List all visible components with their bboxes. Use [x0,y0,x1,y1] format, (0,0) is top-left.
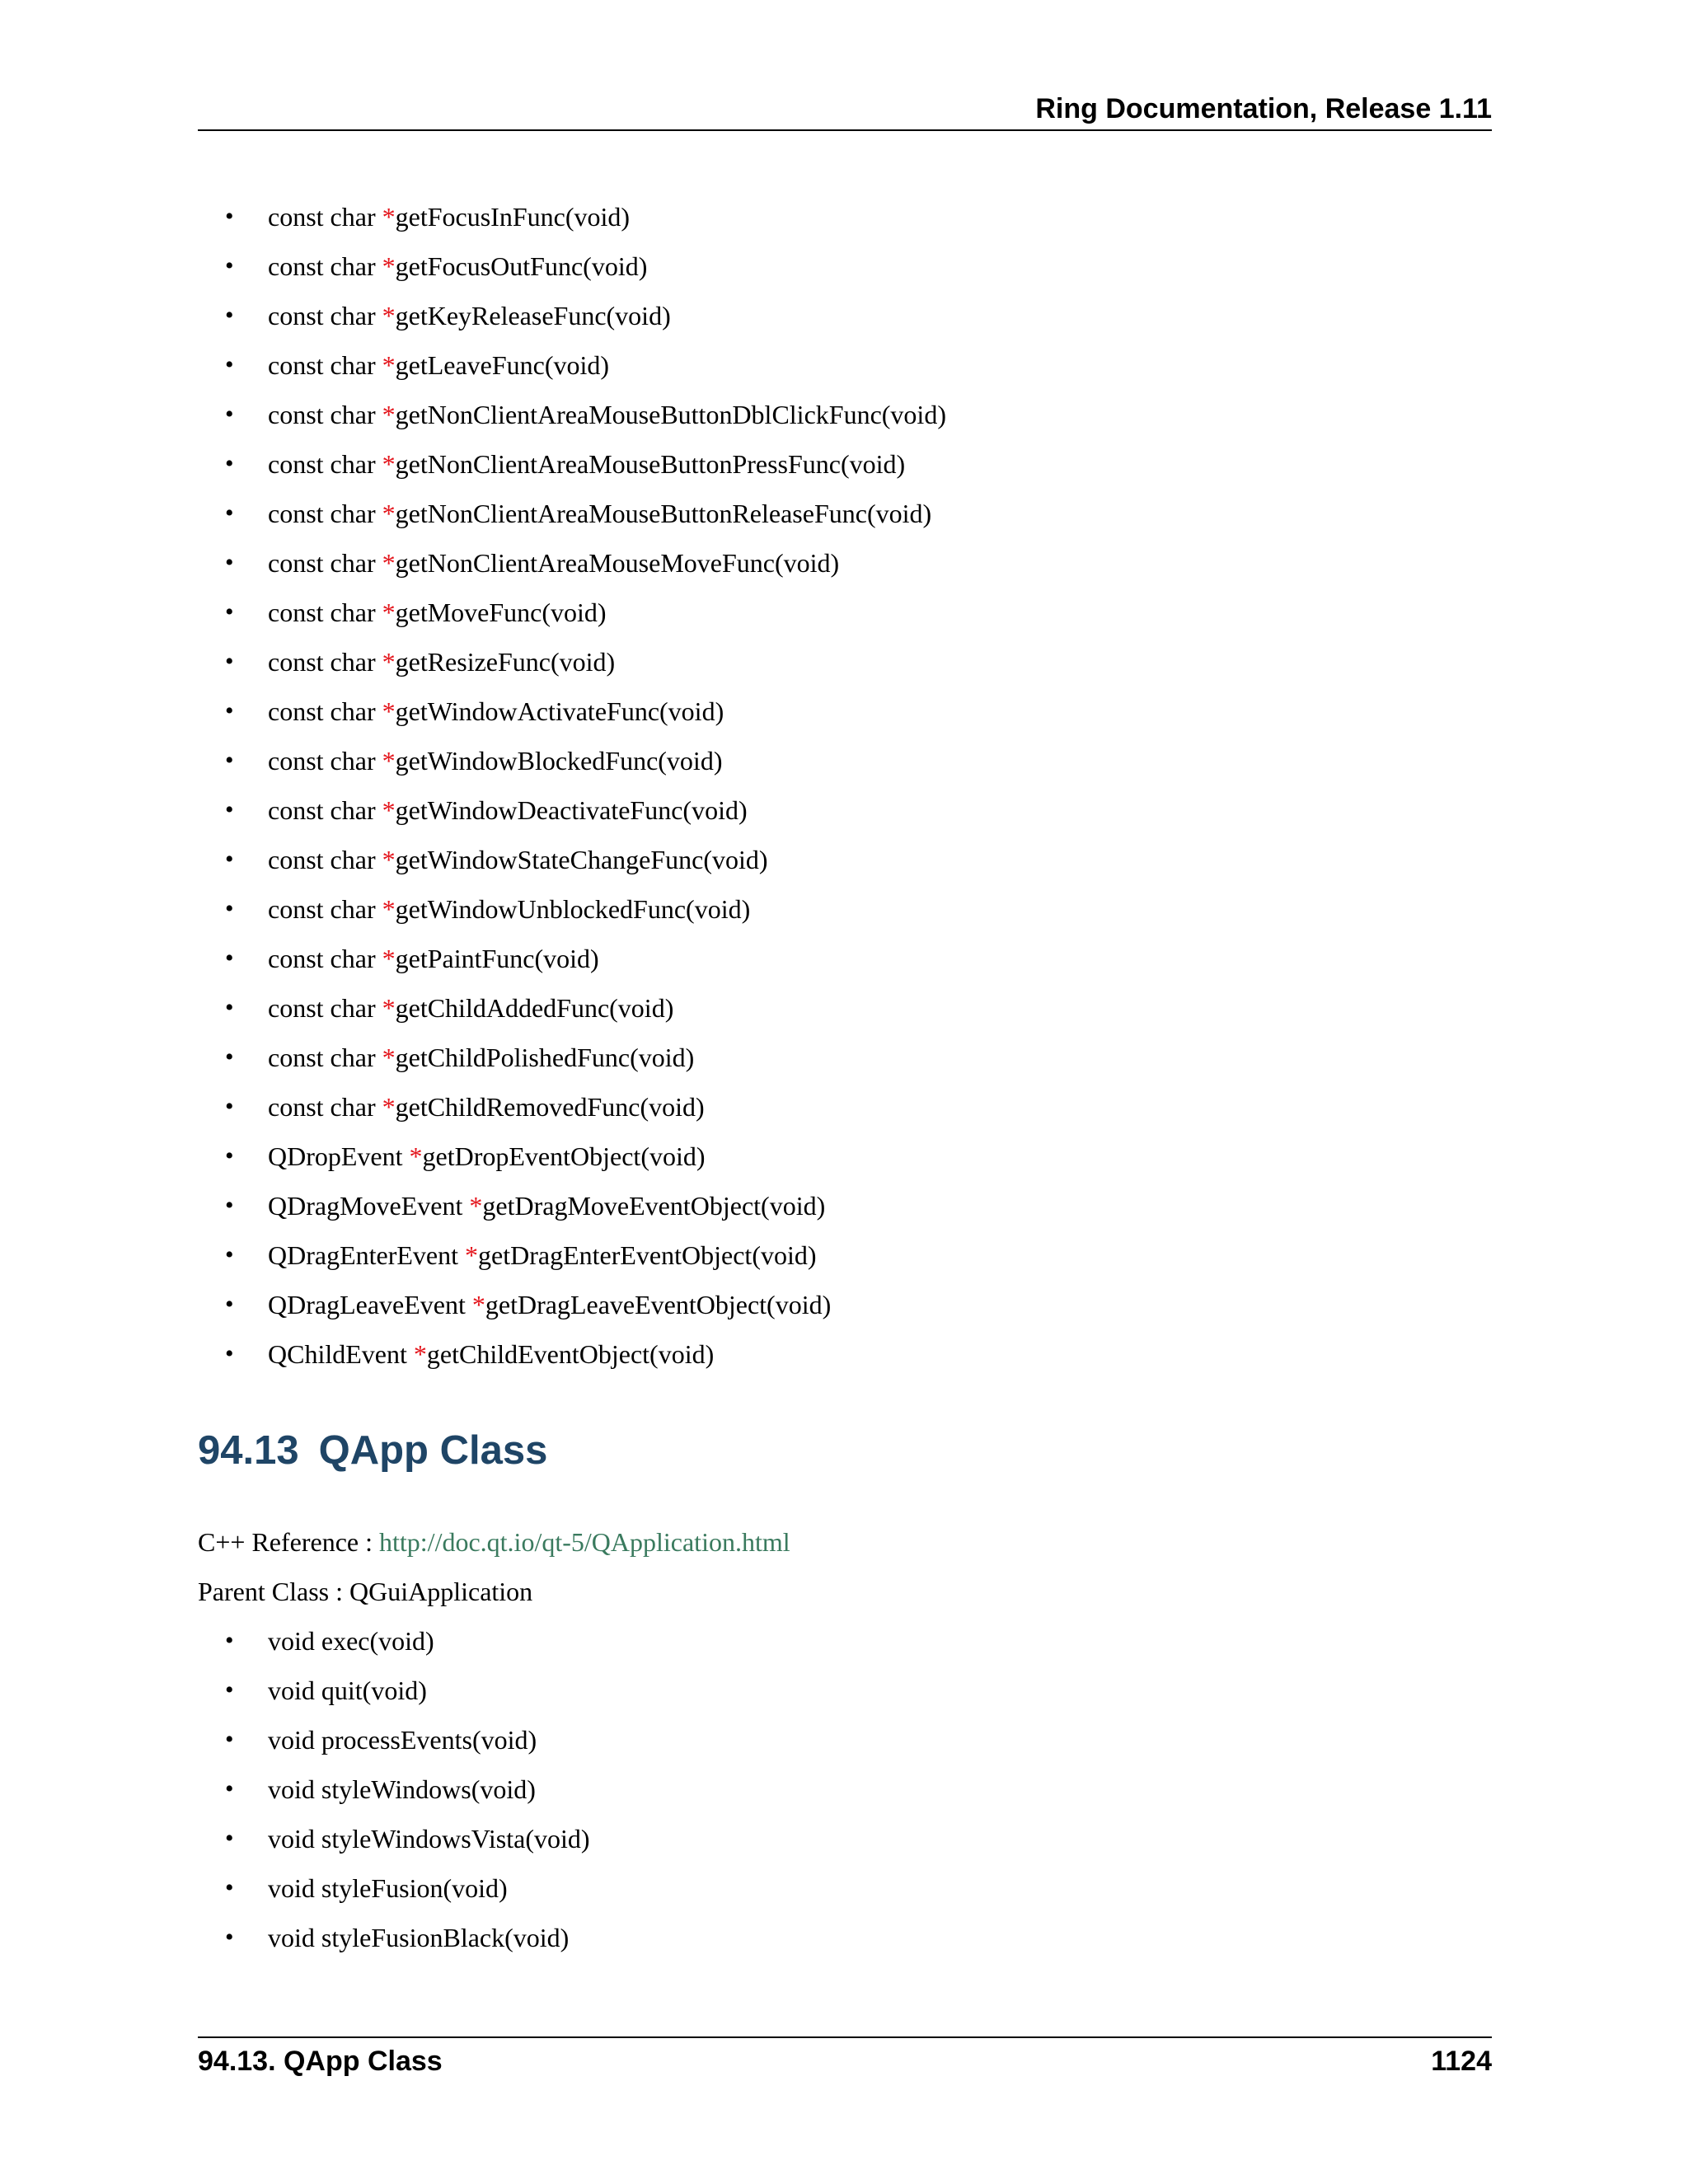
method-name: getWindowStateChangeFunc(void) [395,845,768,874]
return-type: QDropEvent [268,1141,410,1171]
list-item [225,439,946,489]
return-type: const char [268,944,382,973]
method-signature [244,1290,831,1319]
return-type: const char [268,647,382,677]
pointer-asterisk: * [382,251,396,281]
method-signature [244,795,748,825]
method-name: getNonClientAreaMouseButtonPressFunc(void) [395,449,906,479]
section-heading [198,1426,547,1475]
bullet-icon: • [225,1874,234,1901]
list-item [225,1863,590,1913]
bullet-icon: • [225,1825,234,1852]
method-name: getWindowBlockedFunc(void) [395,746,723,776]
method-signature [244,598,607,627]
list-item [225,1329,946,1379]
method-name: getDragEnterEventObject(void) [478,1240,817,1270]
method-signature [244,301,671,330]
bullet-icon: • [225,1627,234,1654]
pointer-asterisk: * [382,1043,396,1072]
bullet-icon: • [225,994,234,1021]
list-item [225,1715,590,1765]
list-item [225,489,946,538]
list-item [225,340,946,390]
return-type: const char [268,548,382,578]
list-item [225,983,946,1033]
method-name: getLeaveFunc(void) [395,350,610,380]
bullet-icon: • [225,1142,234,1169]
pointer-asterisk: * [382,795,396,825]
bullet-icon: • [225,203,234,230]
running-header [198,92,1492,125]
method-name: getNonClientAreaMouseMoveFunc(void) [395,548,840,578]
bullet-icon: • [225,846,234,873]
method-signature: void quit(void) [268,1675,427,1705]
bullet-icon: • [225,648,234,675]
pointer-asterisk: * [413,1339,427,1369]
return-type: const char [268,400,382,429]
bullet-icon: • [225,1093,234,1120]
pointer-asterisk: * [382,845,396,874]
list-item [225,588,946,637]
method-name: getWindowDeactivateFunc(void) [395,795,748,825]
method-signature [244,746,722,776]
return-type: const char [268,696,382,726]
bullet-icon: • [225,1291,234,1318]
pointer-asterisk: * [409,1141,423,1171]
bullet-icon: • [225,1340,234,1367]
bullet-icon: • [225,1775,234,1802]
method-signature [244,696,724,726]
bullet-icon: • [225,450,234,477]
list-item [225,291,946,340]
cpp-reference-line [198,1517,790,1567]
method-signature: void styleFusion(void) [268,1873,508,1903]
list-item [225,736,946,785]
method-list-events [225,192,946,1379]
pointer-asterisk: * [471,1290,485,1319]
method-signature [244,1092,705,1122]
cpp-reference-label: C++ Reference : [198,1527,379,1557]
bullet-icon: • [225,302,234,329]
method-signature [244,894,750,924]
method-name: getChildAddedFunc(void) [395,993,674,1023]
method-signature [244,1339,714,1369]
bullet-icon: • [225,1726,234,1753]
list-item [225,1616,590,1666]
header-rule [198,129,1492,131]
return-type: const char [268,499,382,528]
method-signature [244,647,615,677]
list-item [225,1666,590,1715]
return-type: const char [268,202,382,232]
method-signature [244,251,647,281]
method-signature: void styleWindows(void) [268,1774,536,1804]
bullet-icon: • [225,1192,234,1219]
list-item [225,637,946,687]
return-type: QDragLeaveEvent [268,1290,472,1319]
method-name: getNonClientAreaMouseButtonReleaseFunc(void) [395,499,932,528]
footer-rule [198,2036,1492,2038]
method-signature: void exec(void) [268,1626,434,1656]
list-item [225,1132,946,1181]
cpp-reference-link[interactable]: http://doc.qt.io/qt-5/QApplication.html [379,1527,790,1557]
pointer-asterisk: * [382,894,396,924]
method-name: getPaintFunc(void) [395,944,599,973]
pointer-asterisk: * [382,202,396,232]
section-title-text: QApp Class [318,1428,548,1473]
list-item [225,785,946,835]
method-name: getMoveFunc(void) [395,598,607,627]
list-item [225,1280,946,1329]
return-type: const char [268,845,382,874]
method-signature [244,499,931,528]
bullet-icon: • [225,1241,234,1268]
return-type: const char [268,795,382,825]
list-item [225,192,946,241]
return-type: const char [268,350,382,380]
list-item [225,1913,590,1962]
list-item [225,390,946,439]
method-signature [244,1191,825,1221]
pointer-asterisk: * [382,944,396,973]
bullet-icon: • [225,944,234,972]
method-signature [244,845,768,874]
pointer-asterisk: * [469,1191,483,1221]
method-signature: void processEvents(void) [268,1725,537,1755]
bullet-icon: • [225,1924,234,1951]
bullet-icon: • [225,351,234,378]
return-type: const char [268,993,382,1023]
bullet-icon: • [225,1676,234,1704]
return-type: const char [268,894,382,924]
method-name: getChildEventObject(void) [426,1339,715,1369]
method-signature [244,993,673,1023]
method-name: getDropEventObject(void) [422,1141,706,1171]
bullet-icon: • [225,549,234,576]
parent-class-line: Parent Class : QGuiApplication [198,1577,533,1606]
list-item [225,687,946,736]
method-signature [244,944,599,973]
pointer-asterisk: * [382,499,396,528]
list-item [225,538,946,588]
method-name: getNonClientAreaMouseButtonDblClickFunc(void) [395,400,946,429]
return-type: QChildEvent [268,1339,414,1369]
method-name: getChildRemovedFunc(void) [395,1092,705,1122]
method-name: getFocusInFunc(void) [395,202,631,232]
page-number: 1124 [1431,2046,1492,2077]
pointer-asterisk: * [382,598,396,627]
method-name: getKeyReleaseFunc(void) [395,301,671,330]
method-name: getWindowUnblockedFunc(void) [395,894,751,924]
list-item [225,1765,590,1814]
method-signature: void styleWindowsVista(void) [268,1824,590,1854]
list-item [225,1033,946,1082]
return-type: QDragEnterEvent [268,1240,466,1270]
return-type: const char [268,1043,382,1072]
list-item [225,241,946,291]
return-type: const char [268,1092,382,1122]
bullet-icon: • [225,895,234,922]
pointer-asterisk: * [465,1240,479,1270]
list-item [225,835,946,884]
list-item [225,884,946,934]
bullet-icon: • [225,401,234,428]
return-type: const char [268,301,382,330]
header-title: Ring Documentation, Release 1.11 [1035,93,1492,124]
pointer-asterisk: * [382,993,396,1023]
bullet-icon: • [225,598,234,626]
method-signature [244,202,630,232]
footer-section: 94.13. QApp Class [198,2046,443,2077]
method-signature [244,1240,817,1270]
list-item [225,1181,946,1230]
bullet-icon: • [225,697,234,724]
list-item [225,934,946,983]
bullet-icon: • [225,747,234,774]
list-item [225,1230,946,1280]
method-name: getResizeFunc(void) [395,647,616,677]
bullet-icon: • [225,499,234,527]
pointer-asterisk: * [382,1092,396,1122]
method-list-qapp [225,1616,590,1962]
method-name: getChildPolishedFunc(void) [395,1043,695,1072]
pointer-asterisk: * [382,449,396,479]
pointer-asterisk: * [382,548,396,578]
return-type: const char [268,251,382,281]
pointer-asterisk: * [382,400,396,429]
bullet-icon: • [225,252,234,279]
return-type: const char [268,598,382,627]
bullet-icon: • [225,796,234,823]
pointer-asterisk: * [382,301,396,330]
return-type: const char [268,746,382,776]
pointer-asterisk: * [382,350,396,380]
pointer-asterisk: * [382,746,396,776]
method-signature [244,449,905,479]
return-type: const char [268,449,382,479]
bullet-icon: • [225,1043,234,1071]
method-name: getFocusOutFunc(void) [395,251,648,281]
method-signature [244,350,609,380]
method-signature [244,548,839,578]
list-item [225,1082,946,1132]
return-type: QDragMoveEvent [268,1191,470,1221]
method-signature: void styleFusionBlack(void) [268,1923,570,1952]
method-signature [244,1141,706,1171]
section-number: 94.13 [198,1428,299,1473]
method-signature [244,1043,694,1072]
method-name: getDragLeaveEventObject(void) [485,1290,832,1319]
method-name: getWindowActivateFunc(void) [395,696,724,726]
pointer-asterisk: * [382,647,396,677]
pointer-asterisk: * [382,696,396,726]
method-signature [244,400,946,429]
list-item [225,1814,590,1863]
method-name: getDragMoveEventObject(void) [482,1191,826,1221]
